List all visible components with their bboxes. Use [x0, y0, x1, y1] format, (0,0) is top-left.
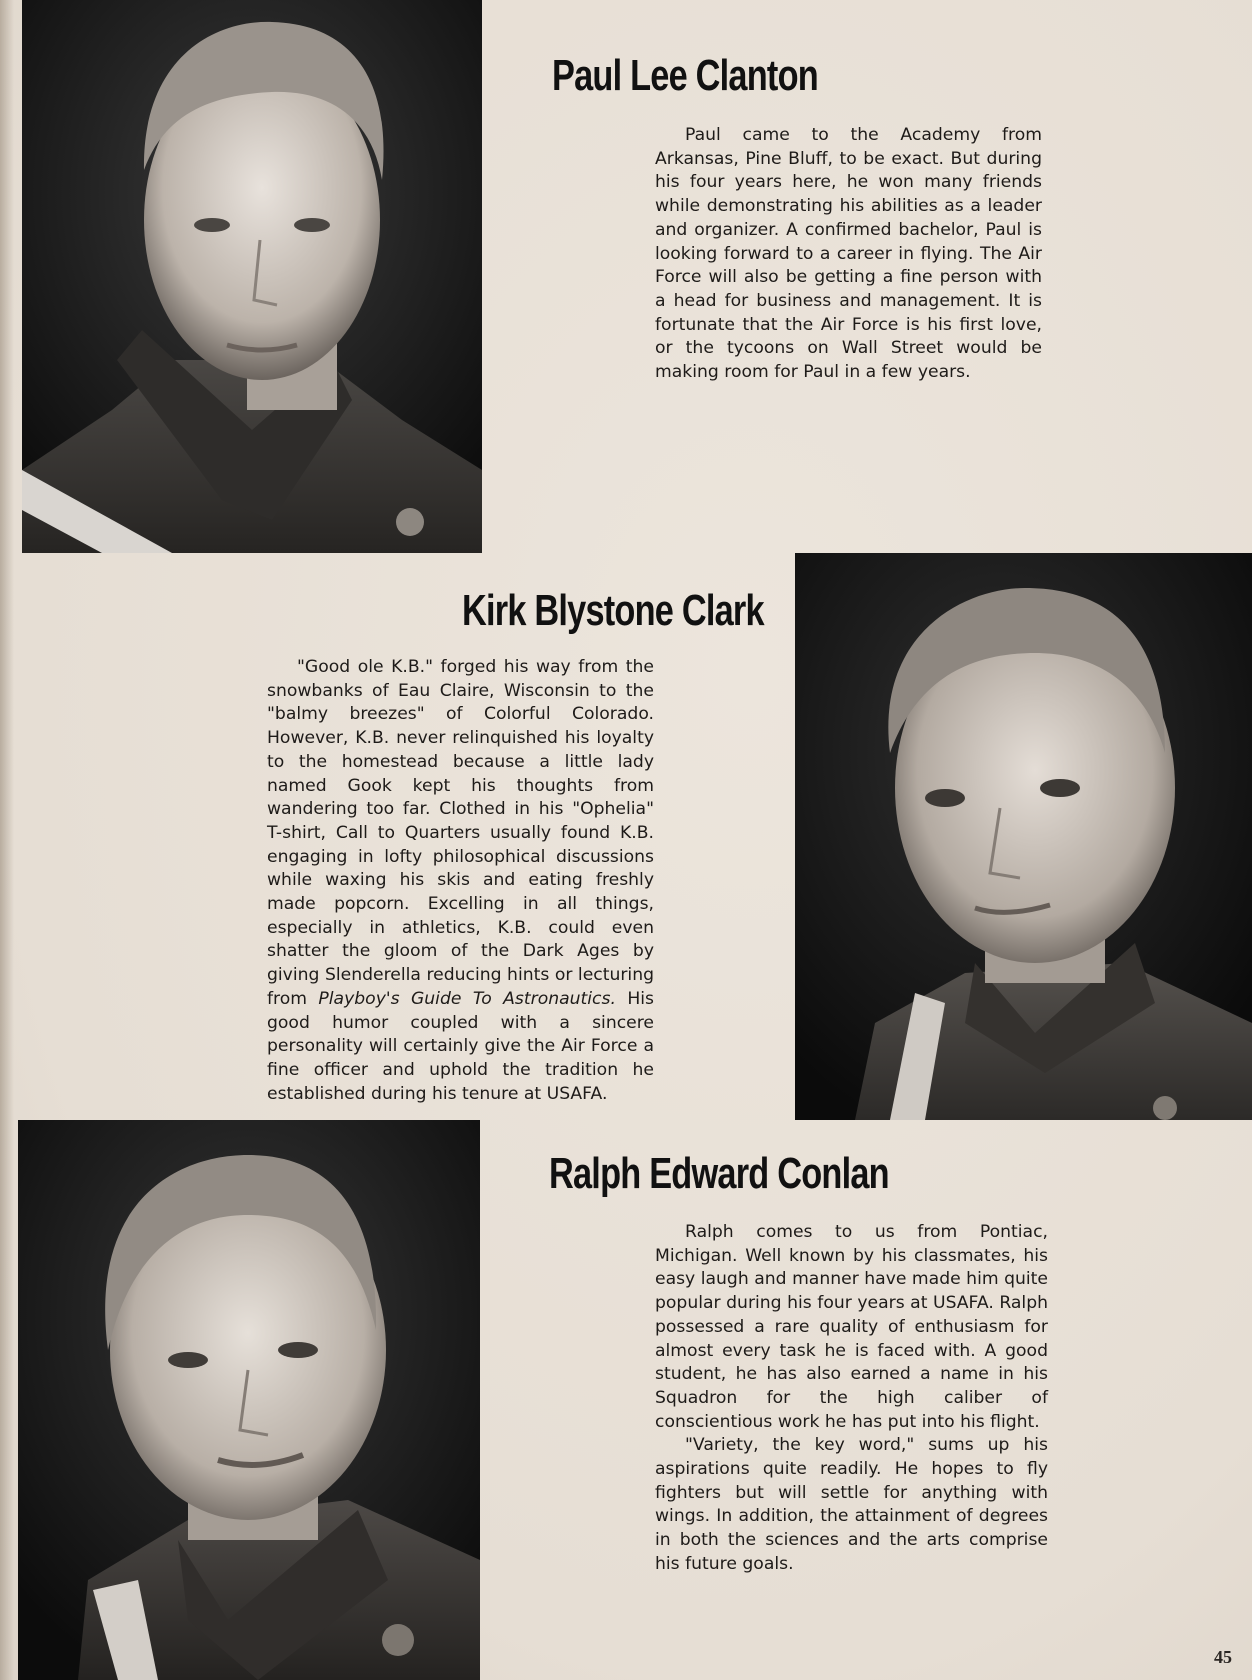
portrait-photo-clark [795, 553, 1252, 1120]
bio-text-conlan [655, 1221, 1048, 1577]
bio-text-clark [267, 656, 654, 1106]
bio-paragraph: Ralph comes to us from Pontiac, Michigan. Well known by his classmates, his easy laugh and manner have made him quite popular during his four years at USAFA. Ralph possessed a rare quality of enthusiasm for almost every task he is faced with. A good student, he has also earned a name in his Squadron for the high caliber of conscientious work he has put into his flight. [655, 1222, 1048, 1432]
book-title: Playboy's Guide To Astronautics. [318, 988, 616, 1009]
bio-paragraph: Paul came to the Academy from Arkansas, Pine Bluff, to be exact. But during his four years here, he won many friends while demonstrating his abilities as a leader and organizer. A confirmed bachelor, Paul is looking forward to a career in flying. The Air Force will also be getting a fine person with a head for business and management. It is fortunate that the Air Force is his first love, or the tycoons on Wall Street would be making room for Paul in a few years. [655, 125, 1042, 383]
bio-text-before-title: "Good ole K.B." forged his way from the snowbanks of Eau Claire, Wisconsin to the "balmy breezes" of Colorful Colorado. However, K.B. never relinquished his loyalty to the homestead because a little lady named Gook kept his thoughts from wandering too far. Clothed in his "Ophelia" T-shirt, Call to Quarters usually found K.B. engaging in lofty philosophical discussions while waxing his skis and eating freshly made popcorn. Excelling in all things, especially in athletics, K.B. could even shatter the gloom of the Dark Ages by giving Slenderella reducing hints or lecturing from [267, 657, 654, 1009]
page-number: 45 [1214, 1647, 1232, 1667]
bio-text-clanton [655, 124, 1042, 385]
portrait-photo-conlan [18, 1120, 480, 1680]
binding-shadow [0, 0, 14, 1680]
name-heading-clanton: Paul Lee Clanton [552, 51, 818, 100]
name-heading-clark: Kirk Blystone Clark [462, 586, 764, 635]
portrait-photo-clanton [22, 0, 482, 553]
bio-paragraph [267, 656, 654, 1106]
bio-text-after-title: His good humor coupled with a sincere personality will certainly give the Air Force a fine officer and uphold the tradition he established during his tenure at USAFA. [267, 988, 654, 1104]
bio-paragraph: "Variety, the key word," sums up his aspirations quite readily. He hopes to fly fighters but will settle for anything with wings. In addition, the attainment of degrees in both the sciences and the arts comprise his future goals. [655, 1435, 1048, 1574]
name-heading-conlan: Ralph Edward Conlan [549, 1149, 889, 1198]
